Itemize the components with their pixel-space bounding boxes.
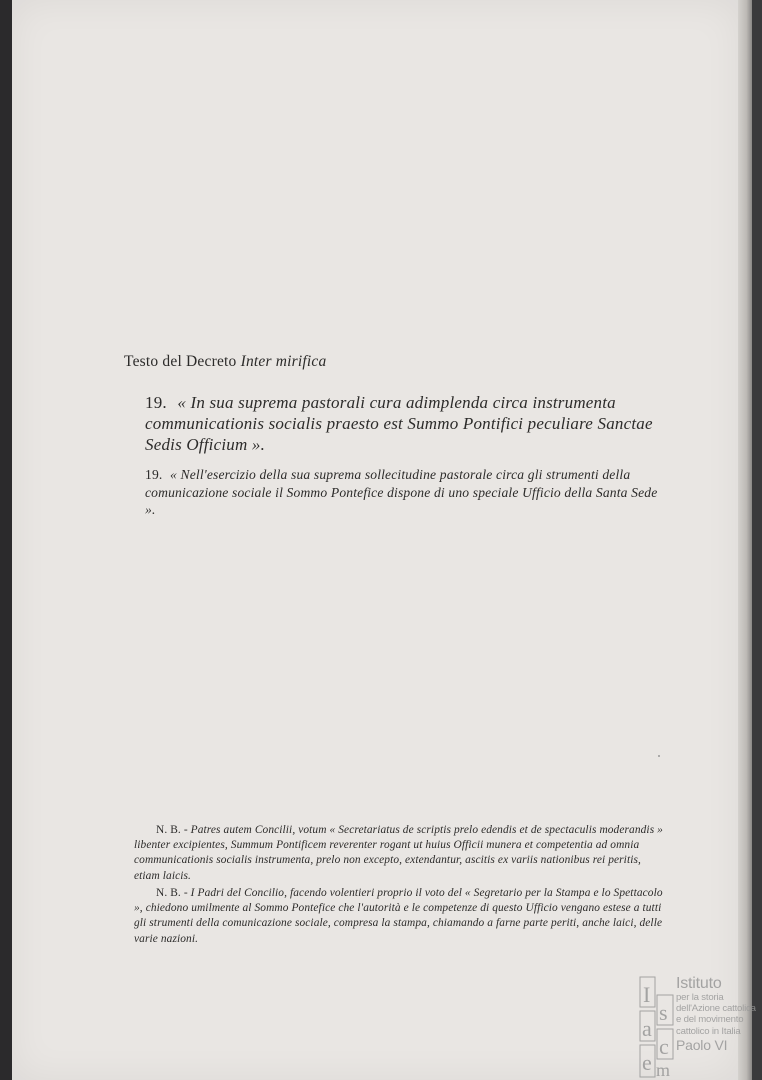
logo-letter-s: s — [659, 1000, 668, 1025]
logo-letter-a: a — [642, 1016, 652, 1041]
watermark-line: Paolo VI — [676, 1036, 728, 1053]
watermark-line: e del movimento — [676, 1014, 744, 1026]
heading-prefix: Testo del Decreto — [124, 353, 237, 370]
watermark-line: Istituto — [676, 975, 722, 992]
footnote-italian — [134, 886, 666, 947]
footnote-latin — [134, 823, 666, 884]
logo-letter-m: m — [656, 1060, 671, 1080]
page-edge — [738, 0, 752, 1080]
logo-letter-c: c — [659, 1034, 669, 1059]
latin-paragraph — [145, 392, 665, 455]
page-heading — [124, 353, 326, 371]
paper-speck — [658, 755, 660, 757]
decree-title: Inter mirifica — [240, 353, 327, 370]
isacem-logo-icon — [638, 975, 676, 1080]
isacem-watermark — [638, 975, 762, 1080]
logo-letter-i: I — [643, 982, 651, 1007]
italian-paragraph-text: « Nell'esercizio della sua suprema sollecitudine pastorale circa gli strumenti della comunicazione sociale il Sommo Pontefice dispone di uno speciale Ufficio della Santa Sede ». — [145, 467, 658, 517]
footnote-lead: N. B. - — [156, 824, 188, 836]
footnote-lead: N. B. - — [156, 887, 188, 899]
watermark-line: dell'Azione cattolica — [676, 1003, 756, 1015]
latin-paragraph-number: 19. — [145, 393, 167, 412]
watermark-line: cattolico in Italia — [676, 1025, 741, 1037]
footnote-text: Patres autem Concilii, votum « Secretariatus de scriptis prelo edendis et de spectaculis moderandis » libenter excipientes, Summum Pontificem reverenter rogant ut huius Officii munera et competentia ad omnia communicationis socialis instrumenta, prelo non excepto, extendantur, ascitis ex variis nationibus rei peritis, etiam laicis. — [134, 824, 663, 882]
scan-border — [752, 0, 762, 1080]
logo-letter-e: e — [642, 1050, 652, 1075]
latin-paragraph-text: « In sua suprema pastorali cura adimplenda circa instrumenta communicationis socialis praesto est Summo Pontifici peculiare Sanctae Sedis Officium ». — [145, 393, 653, 454]
watermark-line: per la storia — [676, 992, 724, 1003]
footnote-text: I Padri del Concilio, facendo volentieri proprio il voto del « Segretario per la Stampa e lo Spettacolo », chiedono umilmente al Sommo Pontefice che l'autorità e le competenze di questo Ufficio vengano estese a tutti gli strumenti della comunicazione sociale, compresa la stampa, chiamando a farne parte periti, anche laici, delle varie nazioni. — [134, 887, 663, 945]
watermark-text — [676, 975, 762, 1053]
italian-paragraph — [145, 466, 665, 519]
italian-paragraph-number: 19. — [145, 467, 163, 482]
